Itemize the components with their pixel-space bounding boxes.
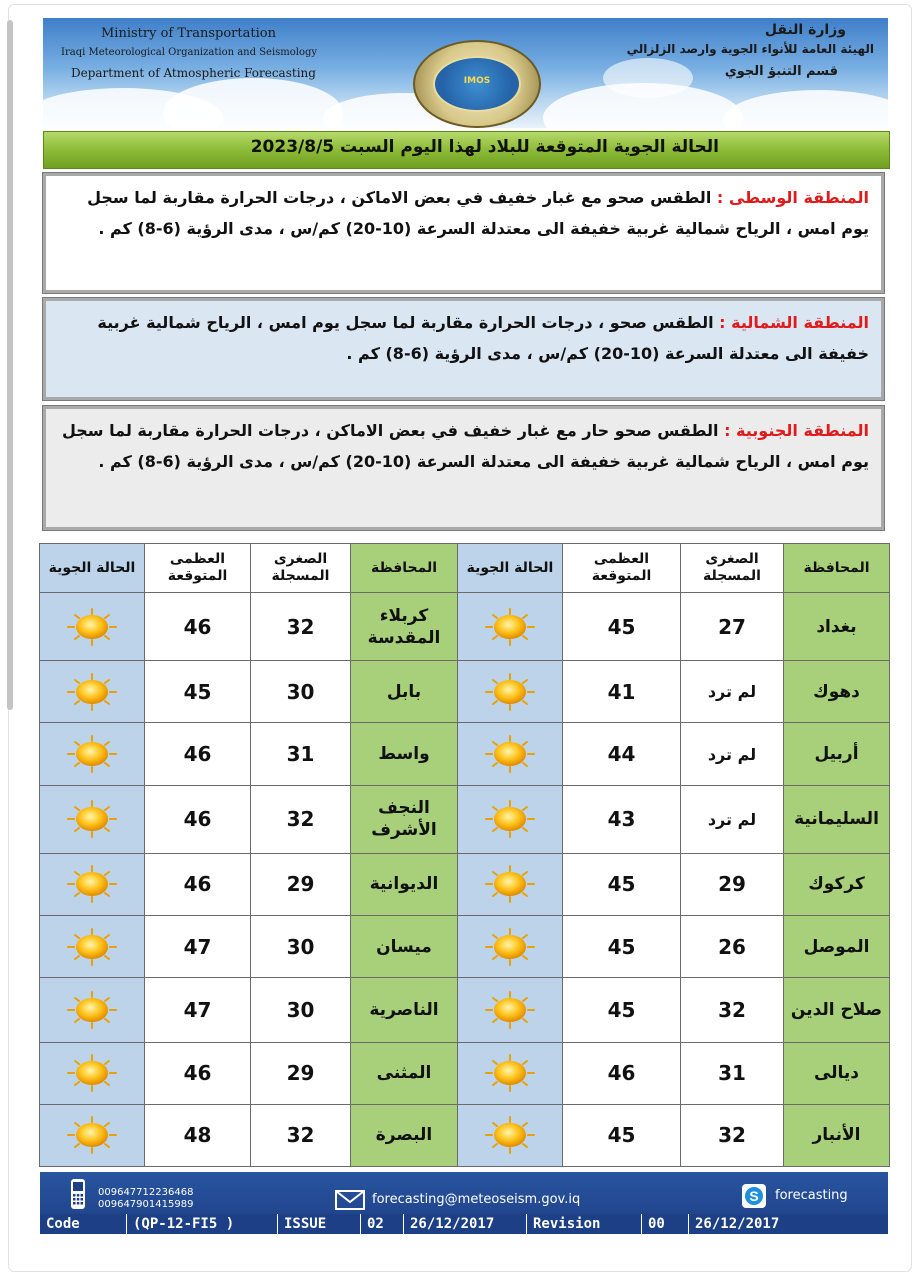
province-cell: ميسان [351,916,458,978]
weather-cell [40,785,145,853]
province-cell: أربيل [784,723,890,785]
province-cell: ديالى [784,1042,890,1104]
min-temp-cell: لم ترد [681,785,784,853]
header-province: المحافظة [784,544,890,593]
ministry-en: Ministry of Transportation [101,26,276,41]
max-temp-cell: 45 [145,661,251,723]
sun-icon [62,927,122,967]
max-temp-cell: 47 [145,978,251,1042]
province-cell: البصرة [351,1104,458,1166]
sun-icon [62,734,122,774]
header-weather: الحالة الجوية [40,544,145,593]
region-south-text: الطقس صحو حار مع غبار خفيف في بعض الاماكن ، درجات الحرارة مقاربة لما سجل يوم امس ، الرياح شمالية غربية خفيفة الى معتدلة السرعة (10-20) كم/س ، مدى الرؤية (6-8) كم . [61,421,869,471]
header-max: العظمى المتوقعة [563,544,681,593]
min-temp-cell: 26 [681,916,784,978]
province-cell: الناصرية [351,978,458,1042]
province-cell: بغداد [784,593,890,661]
max-temp-cell: 48 [145,1104,251,1166]
weather-cell [40,978,145,1042]
email-link[interactable]: forecasting@meteoseism.gov.iq [372,1192,581,1207]
sun-icon [62,1115,122,1155]
forecast-title: الحالة الجوية المتوقعة للبلاد لهذا اليوم السبت 2023/8/5 [250,137,719,157]
svg-text:S: S [749,1188,759,1204]
table-row [40,1104,890,1166]
max-temp-cell: 45 [563,1104,681,1166]
province-cell: الديوانية [351,853,458,915]
max-temp-cell: 46 [145,853,251,915]
sun-icon [480,607,540,647]
header-max: العظمى المتوقعة [145,544,251,593]
sun-icon [62,672,122,712]
max-temp-cell: 46 [145,1042,251,1104]
min-temp-cell: 32 [251,593,351,661]
weather-cell [458,593,563,661]
weather-cell [40,661,145,723]
weather-cell [458,916,563,978]
max-temp-cell: 46 [145,593,251,661]
department-ar: قسم التنبؤ الجوي [724,64,838,79]
table-row [40,1042,890,1104]
province-cell: الموصل [784,916,890,978]
code-label: Code [40,1214,127,1234]
phone-number-1: 009647712236468 [98,1187,194,1198]
province-cell: صلاح الدين [784,978,890,1042]
email-icon [335,1190,365,1210]
weather-cell [458,978,563,1042]
revision-number: 00 [642,1214,689,1234]
sun-icon [480,1053,540,1093]
weather-cell [458,661,563,723]
issue-label: ISSUE [278,1214,361,1234]
code-value: (QP-12-FI5 ) [127,1214,278,1234]
max-temp-cell: 46 [563,1042,681,1104]
table-row [40,978,890,1042]
region-central-name: المنطقة الوسطى : [716,188,869,207]
weather-cell [40,723,145,785]
min-temp-cell: 32 [251,1104,351,1166]
table-row [40,785,890,853]
min-temp-cell: 27 [681,593,784,661]
min-temp-cell: 32 [681,978,784,1042]
forecast-table [39,543,890,1167]
max-temp-cell: 43 [563,785,681,853]
sun-icon [62,990,122,1030]
document-code-bar [40,1214,888,1234]
max-temp-cell: 45 [563,978,681,1042]
province-cell: الأنبار [784,1104,890,1166]
sun-icon [480,1115,540,1155]
scrollbar[interactable] [7,20,13,710]
province-cell: واسط [351,723,458,785]
table-row [40,853,890,915]
revision-label: Revision [527,1214,642,1234]
max-temp-cell: 47 [145,916,251,978]
max-temp-cell: 44 [563,723,681,785]
max-temp-cell: 46 [145,785,251,853]
min-temp-cell: 29 [681,853,784,915]
table-row [40,916,890,978]
province-cell: دهوك [784,661,890,723]
region-central [43,173,884,293]
header-min: الصغرى المسجلة [251,544,351,593]
issue-date: 26/12/2017 [404,1214,527,1234]
weather-cell [40,1042,145,1104]
min-temp-cell: لم ترد [681,661,784,723]
min-temp-cell: 32 [681,1104,784,1166]
region-north-name: المنطقة الشمالية : [719,313,869,332]
weather-cell [458,785,563,853]
sun-icon [62,1053,122,1093]
sun-icon [480,864,540,904]
min-temp-cell: 29 [251,1042,351,1104]
header-min: الصغرى المسجلة [681,544,784,593]
department-en: Department of Atmospheric Forecasting [71,66,316,80]
table-row [40,661,890,723]
max-temp-cell: 46 [145,723,251,785]
province-cell: المثنى [351,1042,458,1104]
max-temp-cell: 41 [563,661,681,723]
phone-number-2: 009647901415989 [98,1199,194,1210]
region-south-name: المنطقة الجنوبية : [724,421,869,440]
min-temp-cell: 30 [251,978,351,1042]
weather-cell [458,1104,563,1166]
table-row [40,593,890,661]
weather-cell [40,593,145,661]
province-cell: كركوك [784,853,890,915]
region-north [43,298,884,400]
forecast-title-bar [43,131,890,169]
organization-logo: IMOS [413,40,541,128]
skype-handle[interactable]: forecasting [775,1188,848,1203]
organization-en: Iraqi Meteorological Organization and Seismology [61,47,318,58]
province-cell: السليمانية [784,785,890,853]
phone-icon [70,1178,86,1210]
min-temp-cell: 31 [681,1042,784,1104]
ministry-ar: وزارة النقل [764,22,846,38]
header-banner [43,18,888,128]
sun-icon [62,799,122,839]
province-cell: كربلاء المقدسة [351,593,458,661]
province-cell: بابل [351,661,458,723]
skype-icon [742,1184,766,1208]
region-north-text: الطقس صحو ، درجات الحرارة مقاربة لما سجل يوم امس ، الرياح شمالية غربية خفيفة الى معتدلة السرعة (10-20) كم/س ، مدى الرؤية (6-8) كم . [97,313,869,363]
min-temp-cell: 30 [251,661,351,723]
table-header-row [40,544,890,593]
sun-icon [480,672,540,712]
weather-cell [40,853,145,915]
min-temp-cell: 32 [251,785,351,853]
table-row [40,723,890,785]
province-cell: النجف الأشرف [351,785,458,853]
revision-date: 26/12/2017 [695,1216,780,1232]
max-temp-cell: 45 [563,916,681,978]
sun-icon [480,990,540,1030]
sun-icon [480,734,540,774]
weather-cell [458,1042,563,1104]
max-temp-cell: 45 [563,853,681,915]
min-temp-cell: لم ترد [681,723,784,785]
max-temp-cell: 45 [563,593,681,661]
sun-icon [62,864,122,904]
region-south [43,406,884,530]
min-temp-cell: 30 [251,916,351,978]
region-central-text: الطقس صحو مع غبار خفيف في بعض الاماكن ، درجات الحرارة مقاربة لما سجل يوم امس ، الرياح شمالية غربية خفيفة الى معتدلة السرعة (10-20) كم/س ، مدى الرؤية (6-8) كم . [87,188,869,238]
sun-icon [62,607,122,647]
sun-icon [480,799,540,839]
weather-cell [458,723,563,785]
min-temp-cell: 31 [251,723,351,785]
weather-cell [40,1104,145,1166]
weather-cell [458,853,563,915]
weather-cell [40,916,145,978]
header-weather: الحالة الجوية [458,544,563,593]
issue-number: 02 [361,1214,404,1234]
min-temp-cell: 29 [251,853,351,915]
header-province: المحافظة [351,544,458,593]
sun-icon [480,927,540,967]
organization-ar: الهيئة العامة للأنواء الجوية وارصد الزلزالي [626,42,874,56]
